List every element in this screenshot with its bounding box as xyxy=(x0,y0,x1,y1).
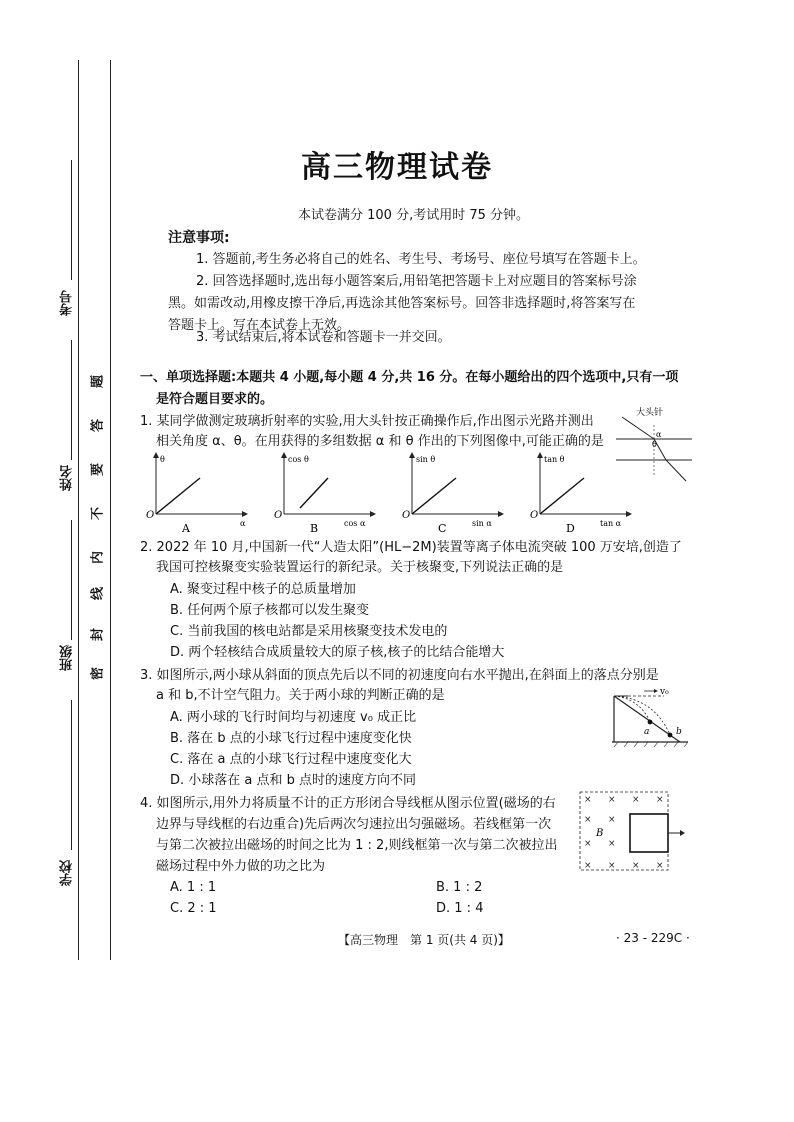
q1-pin-label: 大头针 xyxy=(636,408,664,418)
q4-option-c: C. 2 : 1 xyxy=(170,901,217,916)
q4-option-b: B. 1 : 2 xyxy=(436,880,483,895)
q4-option-a: A. 1 : 1 xyxy=(170,880,217,895)
q1-line-2: 相关角度 α、θ。在用获得的多组数据 α 和 θ 作出的下列图像中,可能正确的是 xyxy=(156,434,604,449)
q1-graph-line xyxy=(156,478,200,514)
svg-text:×: × xyxy=(632,861,640,871)
q4-b-label: B xyxy=(596,828,604,839)
q3-b-label: b xyxy=(676,727,682,737)
q4-line-2: 边界与导线框的右边重合)先后两次匀速拉出匀强磁场。若线框第一次 xyxy=(156,817,552,832)
q3-option-c: C. 落在 a 点的小球飞行过程中速度变化大 xyxy=(170,752,412,767)
q3-line-2: a 和 b,不计空气阻力。关于两小球的判断正确的是 xyxy=(156,688,445,703)
q1-graph-xlabel: sin α xyxy=(472,519,492,528)
notice-line-3: 黑。如需改动,用橡皮擦干净后,再选涂其他答案标号。回答非选择题时,将答案写在 xyxy=(168,296,636,311)
q1-graph-ylabel: tan θ xyxy=(544,455,565,464)
q1-line-1: 1. 某同学做测定玻璃折射率的实验,用大头针按正确操作后,作出图示光路并测出 xyxy=(140,414,594,429)
svg-text:α: α xyxy=(656,430,662,439)
name-field-line xyxy=(71,340,72,460)
q4-line-4: 磁场过程中外力做的功之比为 xyxy=(156,859,326,874)
q1-graph-a xyxy=(142,452,252,534)
seal-char-0: 题 xyxy=(90,375,106,389)
svg-text:×: × xyxy=(608,861,616,871)
q3-v0-label: v₀ xyxy=(660,687,669,697)
q2-option-b: B. 任何两个原子核都可以发生聚变 xyxy=(170,603,370,618)
seal-char-7: 密 xyxy=(90,667,106,681)
seal-char-6: 封 xyxy=(90,628,106,642)
q1-graph-option-label: D xyxy=(566,522,575,534)
q1-graph-d xyxy=(526,452,636,534)
q1-graph-origin: O xyxy=(530,510,539,521)
svg-text:×: × xyxy=(584,795,592,805)
q4-line-3: 与第二次被拉出磁场的时间之比为 1 : 2,则线框第一次与第二次被拉出 xyxy=(156,838,558,853)
svg-text:×: × xyxy=(584,815,592,825)
notice-line-1: 1. 答题前,考生务必将自己的姓名、考生号、考场号、座位号填写在答题卡上。 xyxy=(196,252,646,267)
q1-graph-b xyxy=(270,452,380,534)
notice-line-2: 2. 回答选择题时,选出每小题答案后,用铅笔把答题卡上对应题目的答案标号涂 xyxy=(196,274,637,289)
seal-char-3: 不 xyxy=(90,507,106,521)
seal-char-5: 线 xyxy=(90,587,106,601)
svg-text:×: × xyxy=(584,839,592,849)
q1-graph-xlabel: α xyxy=(240,519,246,528)
section1-line-1: 一、单项选择题:本题共 4 小题,每小题 4 分,共 16 分。在每小题给出的四个选项中,只有一项 xyxy=(140,370,679,385)
school-label: 学校 xyxy=(60,860,75,886)
svg-text:×: × xyxy=(632,795,640,805)
seal-char-2: 要 xyxy=(90,463,106,477)
binding-outer-line xyxy=(78,60,79,960)
name-label: 姓名 xyxy=(60,465,75,491)
q2-option-a: A. 聚变过程中核子的总质量增加 xyxy=(170,582,356,597)
q1-graph-xlabel: tan α xyxy=(600,519,622,528)
footer-page-info: 【高三物理 第 1 页(共 4 页)】 xyxy=(338,933,510,947)
notice-line-5: 3. 考试结束后,将本试卷和答题卡一并交回。 xyxy=(196,330,451,345)
svg-text:×: × xyxy=(608,795,616,805)
q1-graph-option-label: A xyxy=(182,522,190,534)
notice-line-4: 答题卡上。写在本试卷上无效。 xyxy=(168,318,351,333)
q3-line-1: 3. 如图所示,两小球从斜面的顶点先后以不同的初速度向右水平抛出,在斜面上的落点分别是 xyxy=(140,668,659,683)
q1-graph-line xyxy=(300,478,328,508)
class-field-line xyxy=(71,520,72,640)
q3-option-d: D. 小球落在 a 点和 b 点时的速度方向不同 xyxy=(170,773,417,788)
school-field-line xyxy=(71,700,72,850)
q1-graph-option-label: C xyxy=(438,522,447,534)
q1-graph-line xyxy=(540,478,584,514)
class-label: 班级 xyxy=(60,645,75,671)
q3-option-b: B. 落在 b 点的小球飞行过程中速度变化快 xyxy=(170,731,412,746)
q2-option-d: D. 两个轻核结合成质量较大的原子核,核子的比结合能增大 xyxy=(170,645,505,660)
q3-option-a: A. 两小球的飞行时间均与初速度 v₀ 成正比 xyxy=(170,710,417,725)
seal-char-4: 内 xyxy=(90,551,106,565)
q1-graph-option-label: B xyxy=(310,522,319,534)
svg-text:×: × xyxy=(608,815,616,825)
q1-graph-ylabel: θ xyxy=(160,455,165,464)
q2-line-2: 我国可控核聚变实验装置运行的新纪录。关于核聚变,下列说法正确的是 xyxy=(156,560,564,575)
notice-heading: 注意事项: xyxy=(168,230,230,246)
q1-graph-origin: O xyxy=(274,510,283,521)
q1-graph-origin: O xyxy=(402,510,411,521)
svg-text:θ: θ xyxy=(652,440,657,449)
q4-magnetic-field-figure xyxy=(578,790,688,874)
q1-graph-xlabel: cos α xyxy=(344,519,366,528)
svg-text:×: × xyxy=(656,861,664,871)
q4-line-1: 4. 如图所示,用外力将质量不计的正方形闭合导线框从图示位置(磁场的右 xyxy=(140,796,556,811)
section1-line-2: 是符合题目要求的。 xyxy=(156,392,274,407)
svg-text:×: × xyxy=(584,861,592,871)
q1-graph-line xyxy=(412,478,456,514)
exam-subtitle: 本试卷满分 100 分,考试用时 75 分钟。 xyxy=(298,208,530,223)
q3-a-label: a xyxy=(644,727,650,737)
q1-graph-ylabel: sin θ xyxy=(416,455,436,464)
binding-inner-line xyxy=(110,60,111,960)
footer-code: · 23 - 229C · xyxy=(616,931,690,945)
page-title: 高三物理试卷 xyxy=(301,150,493,185)
svg-text:×: × xyxy=(608,839,616,849)
q2-line-1: 2. 2022 年 10 月,中国新一代“人造太阳”(HL−2M)装置等离子体电流突破 100 万安培,创造了 xyxy=(140,540,682,555)
seal-char-1: 答 xyxy=(90,419,106,433)
q1-graph-origin: O xyxy=(146,510,155,521)
q2-option-c: C. 当前我国的核电站都是采用核聚变技术发电的 xyxy=(170,624,448,639)
q1-graph-c xyxy=(398,452,508,534)
q3-incline-figure xyxy=(608,686,690,748)
q4-option-d: D. 1 : 4 xyxy=(436,901,484,916)
exam-no-label: 考号 xyxy=(60,290,75,316)
svg-text:×: × xyxy=(656,795,664,805)
q1-graph-ylabel: cos θ xyxy=(288,455,309,464)
